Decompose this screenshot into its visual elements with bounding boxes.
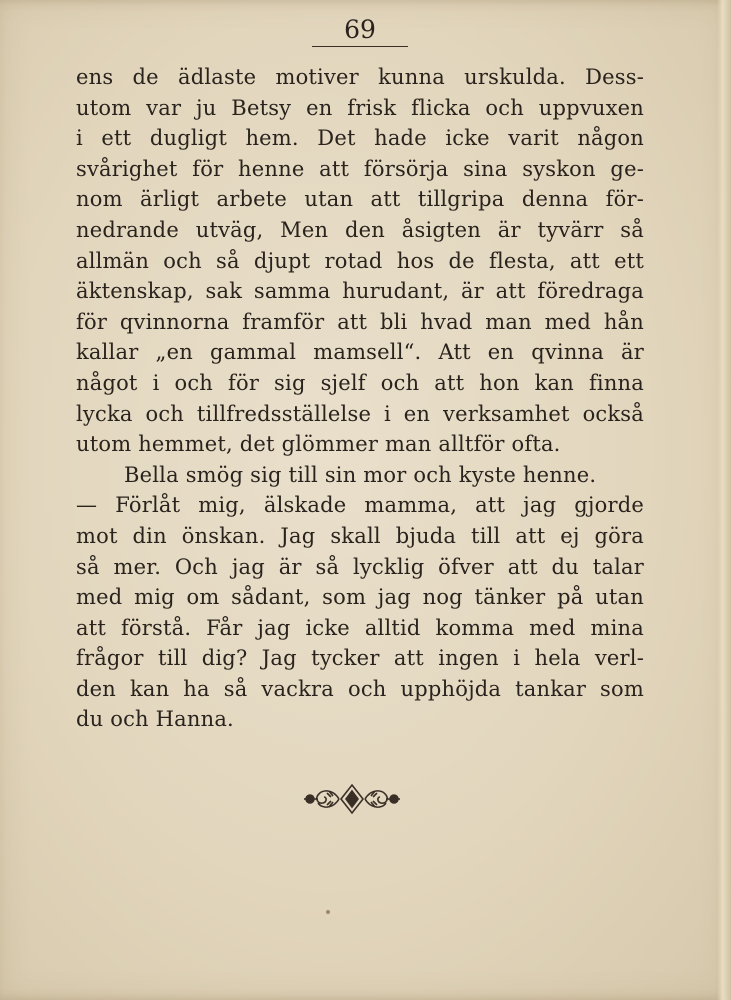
body-text — [76, 62, 644, 735]
header-rule — [312, 46, 408, 47]
page-edge — [717, 0, 731, 1000]
text-line: utom var ju Betsy en frisk flicka och uppvuxen — [76, 95, 644, 120]
text-line: att förstå. Får jag icke alltid komma med mina — [76, 615, 644, 640]
text-line: äktenskap, sak samma hurudant, är att föredraga — [76, 279, 644, 304]
text-line: Bella smög sig till sin mor och kyste henne. — [124, 462, 597, 487]
text-line: svårighet för henne att försörja sina syskon ge- — [76, 156, 644, 181]
text-line: frågor till dig? Jag tycker att ingen i hela verl- — [76, 646, 644, 671]
fleuron-ornament-icon — [300, 782, 404, 816]
text-line: för qvinnorna framför att bli hvad man med hån — [76, 309, 644, 334]
text-line: den kan ha så vackra och upphöjda tankar som — [76, 676, 644, 701]
paper-speck — [326, 910, 330, 914]
page-number: 69 — [344, 15, 376, 44]
text-line: — Förlåt mig, älskade mamma, att jag gjorde — [76, 493, 644, 518]
text-line: lycka och tillfredsställelse i en verksamhet också — [76, 401, 644, 426]
text-line: utom hemmet, det glömmer man alltför ofta. — [76, 432, 561, 457]
text-line: nom ärligt arbete utan att tillgripa denna för- — [76, 187, 644, 212]
text-line: allmän och så djupt rotad hos de flesta, att ett — [76, 248, 644, 273]
text-line: nedrande utväg, Men den åsigten är tyvärr så — [76, 217, 644, 242]
text-line: mot din önskan. Jag skall bjuda till att ej göra — [76, 523, 644, 548]
text-line: med mig om sådant, som jag nog tänker på utan — [76, 585, 644, 610]
text-line: kallar „en gammal mamsell“. Att en qvinna är — [76, 340, 644, 365]
text-line: så mer. Och jag är så lycklig öfver att du talar — [76, 554, 644, 579]
text-line: i ett dugligt hem. Det hade icke varit någon — [76, 126, 644, 151]
text-line: du och Hanna. — [76, 707, 234, 732]
text-line: något i och för sig sjelf och att hon kan finna — [76, 370, 644, 395]
text-line: ens de ädlaste motiver kunna urskulda. Dess- — [76, 65, 644, 89]
